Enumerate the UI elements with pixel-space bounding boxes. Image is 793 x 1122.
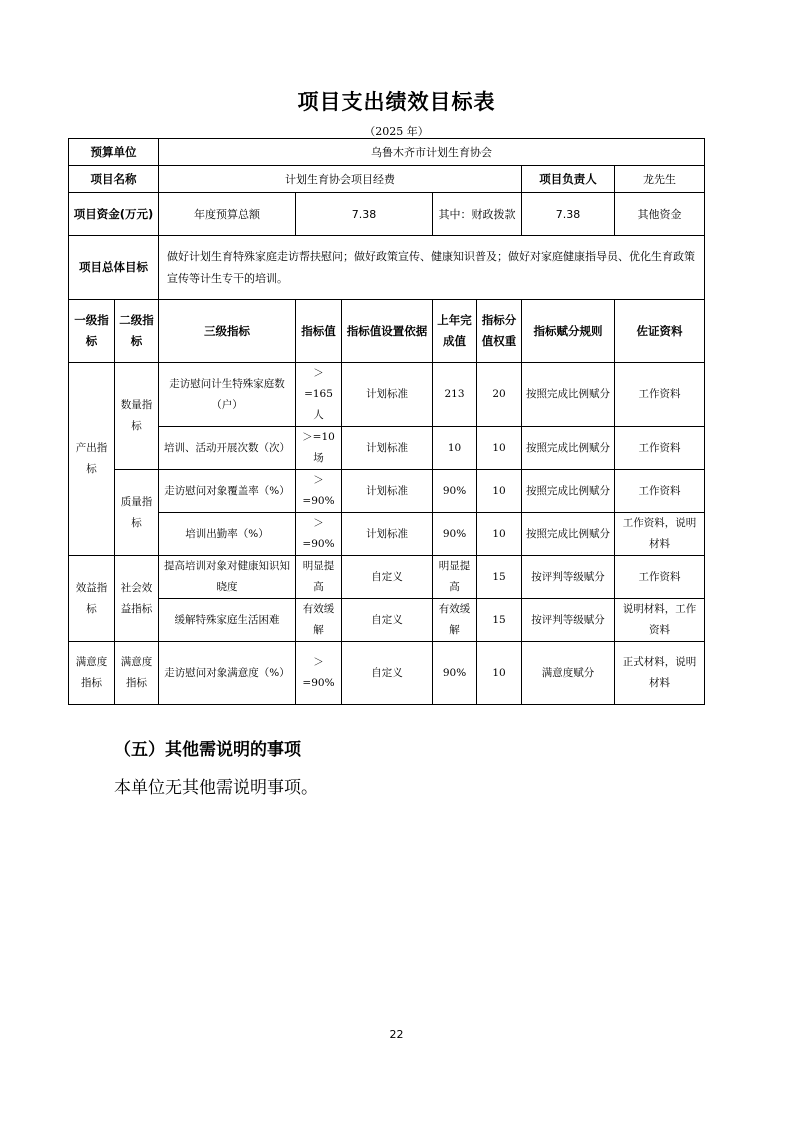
table-row <box>69 513 705 556</box>
table-row <box>69 556 705 599</box>
section-text: 本单位无其他需说明事项。 <box>114 778 318 798</box>
year-caption: （2025 年） <box>364 125 429 138</box>
indicator-basis: 计划标准 <box>342 427 433 470</box>
indicator-evidence: 正式材料，说明材料 <box>615 642 705 705</box>
column-header: 一级指标 <box>69 300 115 363</box>
project-name-label: 项目名称 <box>69 166 159 193</box>
indicator-last: 90% <box>433 642 477 705</box>
column-header: 指标赋分规则 <box>522 300 615 363</box>
indicator-basis: 自定义 <box>342 556 433 599</box>
indicator-evidence: 工作资料 <box>615 556 705 599</box>
indicator-last: 10 <box>433 427 477 470</box>
indicator-last: 90% <box>433 470 477 513</box>
level1-satisfaction: 满意度指标 <box>69 642 115 705</box>
annual-budget-label: 年度预算总额 <box>159 193 296 236</box>
column-header: 指标值 <box>296 300 342 363</box>
indicator-name: 培训、活动开展次数（次） <box>159 427 296 470</box>
budget-unit-value: 乌鲁木齐市计划生育协会 <box>159 139 705 166</box>
indicator-value: 明显提高 <box>296 556 342 599</box>
level1-benefit: 效益指标 <box>69 556 115 642</box>
level2-social: 社会效益指标 <box>115 556 159 642</box>
indicator-name: 缓解特殊家庭生活困难 <box>159 599 296 642</box>
budget-unit-label: 预算单位 <box>69 139 159 166</box>
goal-value: 做好计划生育特殊家庭走访帮扶慰问；做好政策宣传、健康知识普及；做好对家庭健康指导员、优化生育政策宣传等计生专干的培训。 <box>159 236 705 300</box>
indicator-weight: 10 <box>477 642 522 705</box>
indicator-value: 有效缓解 <box>296 599 342 642</box>
indicator-weight: 10 <box>477 427 522 470</box>
indicator-rule: 按照完成比例赋分 <box>522 513 615 556</box>
level2-quantity: 数量指标 <box>115 363 159 470</box>
column-header: 指标分值权重 <box>477 300 522 363</box>
indicator-basis: 计划标准 <box>342 470 433 513</box>
indicator-value: ＞=10场 <box>296 427 342 470</box>
page-number: 22 <box>389 1028 404 1041</box>
annual-budget-value: 7.38 <box>296 193 433 236</box>
column-header: 上年完成值 <box>433 300 477 363</box>
column-header: 二级指标 <box>115 300 159 363</box>
indicator-basis: 自定义 <box>342 642 433 705</box>
indicator-evidence: 工作资料，说明材料 <box>615 513 705 556</box>
fiscal-value: 7.38 <box>522 193 615 236</box>
indicator-basis: 计划标准 <box>342 363 433 427</box>
page-title: 项目支出绩效目标表 <box>297 90 496 114</box>
goal-label: 项目总体目标 <box>69 236 159 300</box>
level2-quality: 质量指标 <box>115 470 159 556</box>
indicator-rule: 按照完成比例赋分 <box>522 363 615 427</box>
indicator-last: 明显提高 <box>433 556 477 599</box>
indicator-name: 走访慰问对象覆盖率（%） <box>159 470 296 513</box>
indicator-last: 90% <box>433 513 477 556</box>
indicator-value: ＞=90% <box>296 513 342 556</box>
indicator-rule: 按照完成比例赋分 <box>522 470 615 513</box>
indicator-value: ＞=90% <box>296 642 342 705</box>
indicator-rule: 按评判等级赋分 <box>522 556 615 599</box>
indicator-value: ＞=90% <box>296 470 342 513</box>
table-row <box>69 427 705 470</box>
project-name-value: 计划生育协会项目经费 <box>159 166 522 193</box>
leader-value: 龙先生 <box>615 166 705 193</box>
indicator-basis: 自定义 <box>342 599 433 642</box>
column-header: 三级指标 <box>159 300 296 363</box>
fund-label: 项目资金(万元) <box>69 193 159 236</box>
indicator-evidence: 工作资料 <box>615 470 705 513</box>
indicator-basis: 计划标准 <box>342 513 433 556</box>
table-row <box>69 599 705 642</box>
column-header: 佐证资料 <box>615 300 705 363</box>
indicator-name: 走访慰问计生特殊家庭数（户） <box>159 363 296 427</box>
indicator-weight: 10 <box>477 513 522 556</box>
table-row <box>69 642 705 705</box>
indicator-name: 走访慰问对象满意度（%） <box>159 642 296 705</box>
indicator-name: 提高培训对象对健康知识知晓度 <box>159 556 296 599</box>
indicator-rule: 按评判等级赋分 <box>522 599 615 642</box>
level2-satisfaction: 满意度指标 <box>115 642 159 705</box>
indicator-weight: 15 <box>477 599 522 642</box>
indicator-evidence: 工作资料 <box>615 427 705 470</box>
performance-table <box>68 138 705 705</box>
other-funds-label: 其他资金 <box>615 193 705 236</box>
indicator-last: 213 <box>433 363 477 427</box>
table-row <box>69 363 705 427</box>
fiscal-label: 其中：财政拨款 <box>433 193 522 236</box>
indicator-last: 有效缓解 <box>433 599 477 642</box>
indicator-weight: 10 <box>477 470 522 513</box>
indicator-evidence: 工作资料 <box>615 363 705 427</box>
table-row <box>69 470 705 513</box>
indicator-rule: 按照完成比例赋分 <box>522 427 615 470</box>
column-header: 指标值设置依据 <box>342 300 433 363</box>
indicator-weight: 15 <box>477 556 522 599</box>
level1-output: 产出指标 <box>69 363 115 556</box>
leader-label: 项目负责人 <box>522 166 615 193</box>
indicator-value: ＞=165人 <box>296 363 342 427</box>
indicator-name: 培训出勤率（%） <box>159 513 296 556</box>
indicator-evidence: 说明材料，工作资料 <box>615 599 705 642</box>
indicator-rule: 满意度赋分 <box>522 642 615 705</box>
section-heading: （五）其他需说明的事项 <box>114 740 301 760</box>
indicator-weight: 20 <box>477 363 522 427</box>
